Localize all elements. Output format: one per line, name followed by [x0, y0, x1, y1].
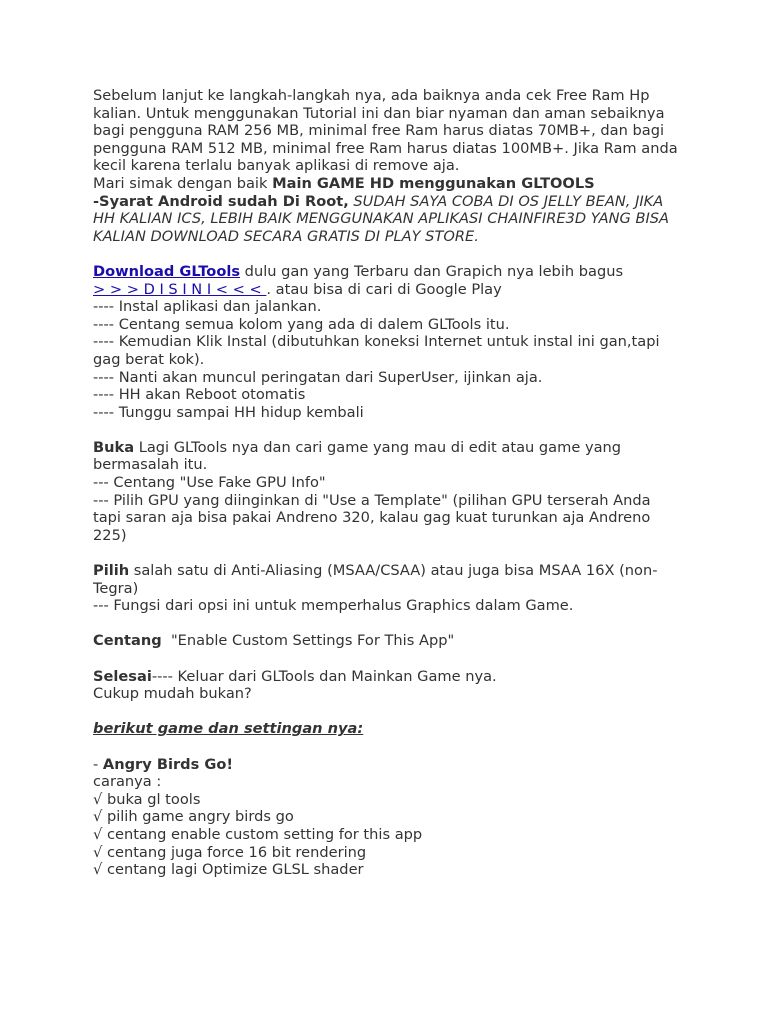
disini-line: [93, 281, 683, 299]
angry-title: Angry Birds Go!: [102, 755, 234, 773]
download-line: [93, 263, 683, 281]
simak-prefix: Mari simak dengan baik: [93, 174, 273, 192]
list-item: √ pilih game angry birds go: [93, 808, 294, 826]
syarat-note: SUDAH SAYA COBA DI OS JELLY BEAN, JIKA HH KALIAN ICS, LEBIH BAIK MENGGUNAKAN APLIKASI CHAINFIRE3D YANG BISA KALIAN DOWNLOAD SECARA GRATIS DI PLAY STORE.: [93, 192, 670, 245]
centang-bold: Centang: [93, 632, 162, 650]
selesai-text: ---- Keluar dari GLTools dan Mainkan Game nya.: [151, 667, 497, 685]
simak-title: Main GAME HD menggunakan GLTOOLS: [272, 174, 595, 192]
step-line: ---- HH akan Reboot otomatis: [93, 386, 306, 404]
article-body: [93, 87, 683, 879]
pilih-bold: Pilih: [93, 562, 130, 580]
simak-line: [93, 175, 683, 193]
intro-paragraph: Sebelum lanjut ke langkah-langkah nya, ada baiknya anda cek Free Ram Hp kalian. Untuk menggunakan Tutorial ini dan biar nyaman dan aman sebaiknya bagi pengguna RAM 256 MB, minimal free Ram harus diatas 70MB+, dan bagi pengguna RAM 512 MB, minimal free Ram harus diatas 100MB+. Jika Ram anda kecil karena terlalu banyak aplikasi di remove aja.: [93, 87, 678, 175]
step-line: ---- Tunggu sampai HH hidup kembali: [93, 403, 364, 421]
list-item: √ centang juga force 16 bit rendering: [93, 843, 367, 861]
disini-after: . atau bisa di cari di Google Play: [266, 280, 502, 298]
angry-dash: -: [93, 755, 103, 773]
berikut-heading: [93, 720, 683, 738]
pilih-line: --- Fungsi dari opsi ini untuk memperhalus Graphics dalam Game.: [93, 597, 574, 615]
step-line: ---- Centang semua kolom yang ada di dalem GLTools itu.: [93, 315, 510, 333]
selesai-line: [93, 668, 683, 686]
spacer: [93, 245, 683, 263]
pilih-paragraph: [93, 562, 683, 597]
spacer: [93, 738, 683, 756]
step-line: ---- Instal aplikasi dan jalankan.: [93, 298, 322, 316]
step-line: ---- Kemudian Klik Instal (dibutuhkan koneksi Internet untuk instal ini gan,tapi gag berat kok).: [93, 333, 660, 368]
centang-line: [93, 632, 683, 650]
buka-bold: Buka: [93, 438, 135, 456]
download-gltools-link[interactable]: Download GLTools: [93, 262, 241, 280]
disini-link[interactable]: > > > D I S I N I < < <: [93, 280, 267, 298]
syarat-bold: -Syarat Android sudah Di Root,: [93, 192, 349, 210]
list-item: √ centang enable custom setting for this app: [93, 825, 423, 843]
buka-text: Lagi GLTools nya dan cari game yang mau di edit atau game yang bermasalah itu.: [93, 438, 622, 474]
buka-line: --- Pilih GPU yang diinginkan di "Use a Template" (pilihan GPU terserah Anda tapi saran aja bisa pakai Andreno 320, kalau gag kuat turunkan aja Andreno 225): [93, 491, 651, 544]
pilih-text: salah satu di Anti-Aliasing (MSAA/CSAA) atau juga bisa MSAA 16X (non-Tegra): [93, 562, 658, 597]
caranya-line: caranya :: [93, 773, 162, 791]
spacer: [93, 544, 683, 562]
download-text: dulu gan yang Terbaru dan Grapich nya lebih bagus: [240, 262, 624, 280]
selesai-bold: Selesai: [93, 667, 152, 685]
step-line: ---- Nanti akan muncul peringatan dari SuperUser, ijinkan aja.: [93, 368, 543, 386]
berikut-text: berikut game dan settingan nya:: [93, 720, 364, 738]
list-item: √ buka gl tools: [93, 790, 201, 808]
centang-text: "Enable Custom Settings For This App": [161, 632, 455, 650]
spacer: [93, 703, 683, 721]
spacer: [93, 650, 683, 668]
angry-birds-heading: [93, 756, 683, 774]
syarat-paragraph: [93, 193, 683, 246]
spacer: [93, 421, 683, 439]
list-item: √ centang lagi Optimize GLSL shader: [93, 861, 364, 879]
buka-paragraph: [93, 439, 683, 474]
selesai-line-2: Cukup mudah bukan?: [93, 685, 252, 703]
buka-line: --- Centang "Use Fake GPU Info": [93, 474, 326, 492]
spacer: [93, 615, 683, 633]
